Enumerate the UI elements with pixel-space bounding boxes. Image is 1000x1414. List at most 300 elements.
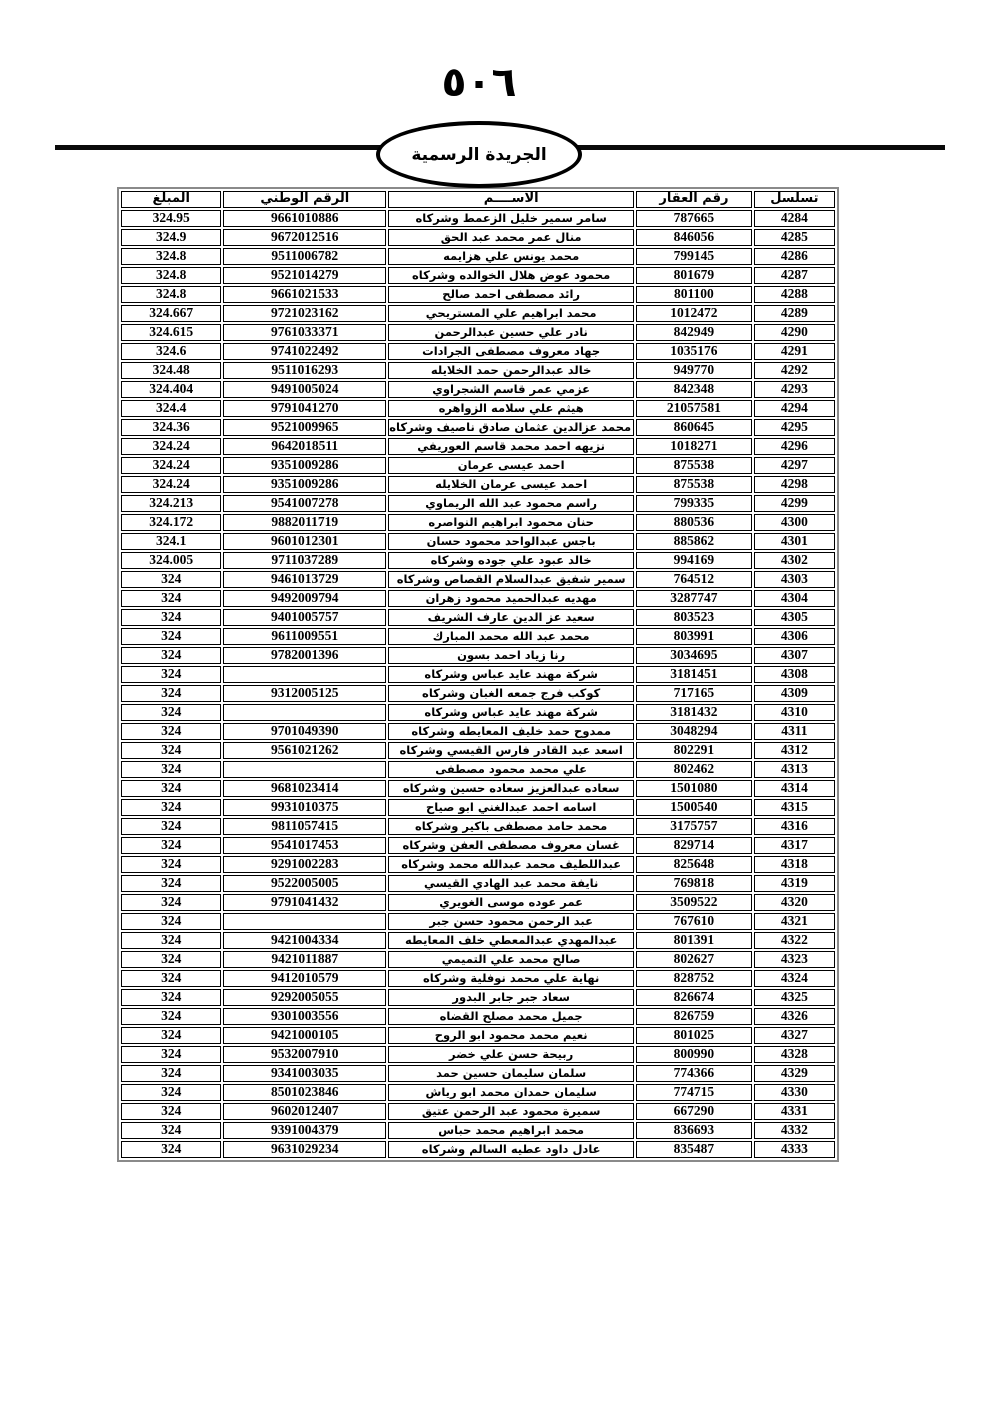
amount-cell: 324.9 [121,229,221,246]
serial-cell: 4321 [754,913,835,930]
table-row [121,970,835,987]
name-cell: حنان محمود ابراهيم النواصره [388,514,634,531]
serial-cell: 4286 [754,248,835,265]
property-number-cell: 3034695 [636,647,751,664]
national-number-cell: 9351009286 [223,476,386,493]
name-cell: منال عمر محمد عبد الحق [388,229,634,246]
amount-cell: 324.8 [121,248,221,265]
property-number-cell: 3509522 [636,894,751,911]
name-cell: نزيهه احمد محمد قاسم العوريفي [388,438,634,455]
amount-cell: 324.8 [121,286,221,303]
name-cell: محمد عزالدين عثمان صادق ناصيف وشركاه [388,419,634,436]
name-cell: سامر سمير خليل الزعمط وشركاه [388,210,634,227]
property-number-cell: 885862 [636,533,751,550]
property-number-cell: 764512 [636,571,751,588]
amount-cell: 324 [121,970,221,987]
name-cell: سليمان حمدان محمد ابو رياش [388,1084,634,1101]
national-number-cell: 9761033371 [223,324,386,341]
amount-cell: 324 [121,818,221,835]
serial-cell: 4323 [754,951,835,968]
name-cell: عمر عوده موسى الغويري [388,894,634,911]
serial-cell: 4305 [754,609,835,626]
name-cell: ربيحة حسن علي خضر [388,1046,634,1063]
table-row [121,913,835,930]
name-cell: جميل محمد مصلح القضاه [388,1008,634,1025]
amount-cell: 324 [121,1027,221,1044]
serial-cell: 4294 [754,400,835,417]
amount-cell: 324 [121,1084,221,1101]
table-row [121,1141,835,1158]
serial-cell: 4304 [754,590,835,607]
table-row [121,1122,835,1139]
national-number-cell: 9791041432 [223,894,386,911]
name-cell: سعاد جبر جابر البدور [388,989,634,1006]
amount-cell: 324 [121,913,221,930]
property-number-cell: 717165 [636,685,751,702]
national-number-cell: 9721023162 [223,305,386,322]
property-number-cell: 769818 [636,875,751,892]
serial-cell: 4327 [754,1027,835,1044]
serial-cell: 4285 [754,229,835,246]
property-number-cell: 846056 [636,229,751,246]
national-number-cell: 9511006782 [223,248,386,265]
serial-cell: 4315 [754,799,835,816]
amount-cell: 324 [121,647,221,664]
name-cell: هيثم علي سلامه الزواهره [388,400,634,417]
property-number-cell: 835487 [636,1141,751,1158]
amount-cell: 324.4 [121,400,221,417]
name-cell: راسم محمود عبد الله الريماوي [388,495,634,512]
property-number-cell: 803991 [636,628,751,645]
table-row [121,1084,835,1101]
property-number-cell: 1035176 [636,343,751,360]
table-row [121,514,835,531]
name-cell: محمد يونس علي هزايمه [388,248,634,265]
table-row [121,704,835,721]
property-number-cell: 801100 [636,286,751,303]
records-table [117,187,839,1162]
name-cell: نعيم محمد محمود ابو الروح [388,1027,634,1044]
table-row [121,286,835,303]
table-row [121,419,835,436]
amount-cell: 324 [121,894,221,911]
name-cell: عبد الرحمن محمود حسن جبر [388,913,634,930]
national-number-cell: 9711037289 [223,552,386,569]
name-cell: سلمان سليمان حسين حمد [388,1065,634,1082]
property-number-cell: 3181451 [636,666,751,683]
property-number-cell: 667290 [636,1103,751,1120]
amount-cell: 324 [121,1122,221,1139]
national-number-cell: 9601012301 [223,533,386,550]
amount-cell: 324 [121,742,221,759]
amount-cell: 324.36 [121,419,221,436]
name-cell: غسان معروف مصطفى العفن وشركاه [388,837,634,854]
property-number-cell: 994169 [636,552,751,569]
serial-cell: 4333 [754,1141,835,1158]
national-number-cell: 9782001396 [223,647,386,664]
serial-cell: 4290 [754,324,835,341]
property-number-cell: 875538 [636,476,751,493]
serial-cell: 4292 [754,362,835,379]
serial-cell: 4310 [754,704,835,721]
national-number-cell: 9301003556 [223,1008,386,1025]
table-header-row [121,191,835,208]
property-number-cell: 801391 [636,932,751,949]
amount-cell: 324.6 [121,343,221,360]
name-cell: جهاد معروف مصطفى الجرادات [388,343,634,360]
amount-cell: 324 [121,685,221,702]
national-number-cell [223,761,386,778]
national-number-cell: 9292005055 [223,989,386,1006]
name-cell: عادل داود عطيه السالم وشركاه [388,1141,634,1158]
name-cell: صالح محمد علي التميمي [388,951,634,968]
name-cell: مهديه عبدالحميد محمود زهران [388,590,634,607]
table-row [121,723,835,740]
property-number-cell: 21057581 [636,400,751,417]
serial-cell: 4313 [754,761,835,778]
table-row [121,229,835,246]
amount-cell: 324 [121,799,221,816]
serial-cell: 4302 [754,552,835,569]
amount-cell: 324 [121,1065,221,1082]
table-row [121,400,835,417]
property-number-cell: 1018271 [636,438,751,455]
property-number-cell: 826674 [636,989,751,1006]
serial-cell: 4293 [754,381,835,398]
property-number-cell: 799335 [636,495,751,512]
serial-cell: 4308 [754,666,835,683]
property-number-cell: 860645 [636,419,751,436]
name-cell: سمير شفيق عبدالسلام القصاص وشركاه [388,571,634,588]
amount-cell: 324.005 [121,552,221,569]
name-cell: اسامه احمد عبدالغني ابو صياح [388,799,634,816]
amount-cell: 324 [121,628,221,645]
property-number-cell: 3181432 [636,704,751,721]
name-cell: كوكب فرج جمعه الغبان وشركاه [388,685,634,702]
national-number-cell: 9541017453 [223,837,386,854]
national-number-cell: 9611009551 [223,628,386,645]
property-number-cell: 802627 [636,951,751,968]
serial-cell: 4300 [754,514,835,531]
serial-cell: 4330 [754,1084,835,1101]
table-row [121,476,835,493]
name-cell: اسعد عبد القادر فارس القيسي وشركاه [388,742,634,759]
amount-cell: 324.213 [121,495,221,512]
serial-cell: 4284 [754,210,835,227]
amount-cell: 324 [121,1103,221,1120]
property-number-cell: 949770 [636,362,751,379]
national-number-cell: 9521009965 [223,419,386,436]
table-row [121,609,835,626]
table-row [121,761,835,778]
amount-cell: 324.667 [121,305,221,322]
national-number-cell: 9701049390 [223,723,386,740]
amount-column-header: المبلغ [121,191,221,208]
serial-cell: 4312 [754,742,835,759]
national-number-cell: 9412010579 [223,970,386,987]
table-row [121,932,835,949]
national-number-cell: 8501023846 [223,1084,386,1101]
table-row [121,552,835,569]
name-cell: عزمي عمر قاسم الشجراوي [388,381,634,398]
national-number-cell: 9401005757 [223,609,386,626]
table-row [121,666,835,683]
table-row [121,1103,835,1120]
property-number-cell: 829714 [636,837,751,854]
serial-cell: 4317 [754,837,835,854]
name-cell: احمد عيسى عرمان [388,457,634,474]
national-number-cell: 9631029234 [223,1141,386,1158]
property-number-cell: 802462 [636,761,751,778]
table-row [121,628,835,645]
property-number-cell: 3175757 [636,818,751,835]
serial-cell: 4324 [754,970,835,987]
table-row [121,647,835,664]
serial-cell: 4309 [754,685,835,702]
national-number-cell [223,913,386,930]
amount-cell: 324.24 [121,457,221,474]
table-row [121,571,835,588]
amount-cell: 324 [121,761,221,778]
table-row [121,305,835,322]
page-number: ٥٠٦ [441,58,517,106]
property-number-cell: 767610 [636,913,751,930]
property-number-cell: 1501080 [636,780,751,797]
name-cell: ممدوح حمد خليف المعايطه وشركاه [388,723,634,740]
amount-cell: 324 [121,666,221,683]
name-cell: محمد حامد مصطفى باكير وشركاه [388,818,634,835]
table-row [121,533,835,550]
table-row [121,438,835,455]
serial-cell: 4297 [754,457,835,474]
national-number-cell: 9421000105 [223,1027,386,1044]
table-row [121,685,835,702]
table-row [121,324,835,341]
national-number-cell: 9642018511 [223,438,386,455]
amount-cell: 324 [121,989,221,1006]
table-row [121,894,835,911]
table-row [121,989,835,1006]
serial-cell: 4303 [754,571,835,588]
national-number-column-header: الرقم الوطني [223,191,386,208]
serial-cell: 4332 [754,1122,835,1139]
amount-cell: 324.172 [121,514,221,531]
name-cell: نادر علي حسين عبدالرحمن [388,324,634,341]
amount-cell: 324 [121,1141,221,1158]
property-number-cell: 826759 [636,1008,751,1025]
table-row [121,799,835,816]
name-column-header: الاســــم [388,191,634,208]
table-row [121,457,835,474]
property-number-cell: 800990 [636,1046,751,1063]
table-row [121,780,835,797]
table-row [121,1065,835,1082]
serial-cell: 4311 [754,723,835,740]
name-cell: سعاده عبدالعزيز سعاده حسين وشركاه [388,780,634,797]
property-number-cell: 1012472 [636,305,751,322]
gazette-banner-ellipse [376,121,582,188]
serial-cell: 4289 [754,305,835,322]
amount-cell: 324 [121,1046,221,1063]
property-number-cell: 836693 [636,1122,751,1139]
serial-cell: 4318 [754,856,835,873]
national-number-cell: 9421004334 [223,932,386,949]
amount-cell: 324 [121,932,221,949]
amount-cell: 324 [121,609,221,626]
property-number-cell: 880536 [636,514,751,531]
serial-cell: 4299 [754,495,835,512]
name-cell: باجس عبدالواحد محمود حسان [388,533,634,550]
name-cell: علي محمد محمود مصطفى [388,761,634,778]
national-number-cell: 9341003035 [223,1065,386,1082]
property-number-cell: 828752 [636,970,751,987]
amount-cell: 324 [121,780,221,797]
amount-cell: 324 [121,837,221,854]
property-number-cell: 799145 [636,248,751,265]
property-number-cell: 842949 [636,324,751,341]
national-number-cell: 9561021262 [223,742,386,759]
national-number-cell: 9351009286 [223,457,386,474]
property-number-cell: 774715 [636,1084,751,1101]
table-row [121,856,835,873]
serial-cell: 4331 [754,1103,835,1120]
property-number-cell: 825648 [636,856,751,873]
name-cell: خالد عبود علي جوده وشركاه [388,552,634,569]
national-number-cell: 9882011719 [223,514,386,531]
table-row [121,951,835,968]
national-number-cell: 9681023414 [223,780,386,797]
table-row [121,742,835,759]
property-number-column-header: رقم العقار [636,191,751,208]
amount-cell: 324 [121,951,221,968]
serial-cell: 4320 [754,894,835,911]
national-number-cell: 9492009794 [223,590,386,607]
national-number-cell: 9461013729 [223,571,386,588]
national-number-cell: 9421011887 [223,951,386,968]
property-number-cell: 802291 [636,742,751,759]
serial-cell: 4322 [754,932,835,949]
property-number-cell: 801679 [636,267,751,284]
serial-cell: 4291 [754,343,835,360]
serial-cell: 4288 [754,286,835,303]
amount-cell: 324 [121,704,221,721]
property-number-cell: 875538 [636,457,751,474]
amount-cell: 324.615 [121,324,221,341]
property-number-cell: 801025 [636,1027,751,1044]
amount-cell: 324 [121,875,221,892]
table-row [121,818,835,835]
amount-cell: 324 [121,1008,221,1025]
national-number-cell: 9661010886 [223,210,386,227]
name-cell: سميرة محمود عبد الرحمن عتيق [388,1103,634,1120]
serial-cell: 4298 [754,476,835,493]
property-number-cell: 3048294 [636,723,751,740]
table-row [121,495,835,512]
name-cell: سعيد عز الدين عارف الشريف [388,609,634,626]
table-row [121,1008,835,1025]
amount-cell: 324 [121,856,221,873]
amount-cell: 324.95 [121,210,221,227]
serial-cell: 4287 [754,267,835,284]
table-row [121,875,835,892]
table-row [121,343,835,360]
serial-cell: 4306 [754,628,835,645]
name-cell: عبدالمهدي عبدالمعطي خلف المعايطه [388,932,634,949]
name-cell: نهاية علي محمد نوفلية وشركاه [388,970,634,987]
property-number-cell: 803523 [636,609,751,626]
national-number-cell: 9491005024 [223,381,386,398]
property-number-cell: 842348 [636,381,751,398]
property-number-cell: 787665 [636,210,751,227]
table-body [121,210,835,1158]
serial-cell: 4316 [754,818,835,835]
property-number-cell: 774366 [636,1065,751,1082]
table-row [121,837,835,854]
amount-cell: 324.24 [121,476,221,493]
national-number-cell: 9532007910 [223,1046,386,1063]
national-number-cell: 9741022492 [223,343,386,360]
table-row [121,267,835,284]
serial-cell: 4314 [754,780,835,797]
name-cell: محمد ابراهيم علي المستريحي [388,305,634,322]
national-number-cell [223,704,386,721]
name-cell: شركة مهند عايد عباس وشركاه [388,704,634,721]
amount-cell: 324.404 [121,381,221,398]
gazette-banner-title: الجريدة الرسمية [411,144,547,165]
property-number-cell: 1500540 [636,799,751,816]
serial-cell: 4329 [754,1065,835,1082]
serial-cell: 4319 [754,875,835,892]
national-number-cell: 9931010375 [223,799,386,816]
name-cell: خالد عبدالرحمن حمد الخلايله [388,362,634,379]
name-cell: محمود عوض هلال الخوالده وشركاه [388,267,634,284]
national-number-cell [223,666,386,683]
amount-cell: 324.1 [121,533,221,550]
amount-cell: 324.48 [121,362,221,379]
name-cell: شركة مهند عايد عباس وشركاه [388,666,634,683]
serial-cell: 4325 [754,989,835,1006]
serial-cell: 4307 [754,647,835,664]
name-cell: محمد ابراهيم محمد حباس [388,1122,634,1139]
national-number-cell: 9602012407 [223,1103,386,1120]
table-row [121,1046,835,1063]
national-number-cell: 9291002283 [223,856,386,873]
national-number-cell: 9672012516 [223,229,386,246]
national-number-cell: 9511016293 [223,362,386,379]
property-number-cell: 3287747 [636,590,751,607]
name-cell: رنا زياد احمد بسون [388,647,634,664]
table-row [121,1027,835,1044]
national-number-cell: 9661021533 [223,286,386,303]
national-number-cell: 9522005005 [223,875,386,892]
table-row [121,248,835,265]
table-row [121,590,835,607]
amount-cell: 324 [121,590,221,607]
national-number-cell: 9541007278 [223,495,386,512]
national-number-cell: 9791041270 [223,400,386,417]
serial-cell: 4295 [754,419,835,436]
name-cell: نايفة محمد عبد الهادي القيسي [388,875,634,892]
serial-cell: 4326 [754,1008,835,1025]
name-cell: عبداللطيف محمد عبدالله محمد وشركاه [388,856,634,873]
national-number-cell: 9811057415 [223,818,386,835]
name-cell: احمد عيسى عرمان الخلايله [388,476,634,493]
name-cell: رائد مصطفى احمد صالح [388,286,634,303]
table-row [121,210,835,227]
serial-cell: 4296 [754,438,835,455]
name-cell: محمد عبد الله محمد المبارك [388,628,634,645]
amount-cell: 324.8 [121,267,221,284]
